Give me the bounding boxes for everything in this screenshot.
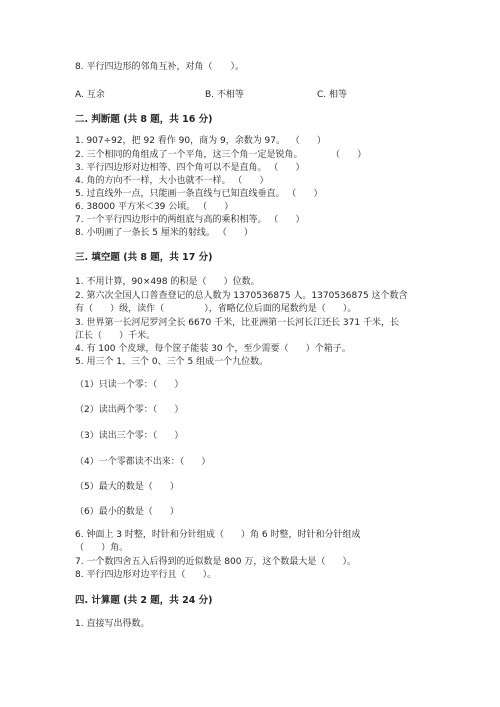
sub-question-5: （5）最大的数是（ ） xyxy=(75,482,179,492)
fill-line: 4. 有 100 个皮球，每个筐子能装 30 个，至少需要（ ）个箱子。 xyxy=(75,344,351,354)
section-4-title: 四. 计算题 (共 2 题，共 24 分) xyxy=(75,595,213,606)
judge-item-8: 8. 小明画了一条长 5 厘米的射线。 （ ） xyxy=(75,228,253,238)
fill-line: 6. 钟面上 3 时整，时针和分针组成（ ）角 6 时整，时针和分针组成 xyxy=(75,530,361,540)
sub-question-6: （6）最小的数是（ ） xyxy=(75,507,179,517)
judge-item-1: 1. 907÷92，把 92 看作 90，商为 9，余数为 97。 （ ） xyxy=(75,136,326,146)
judge-item-7: 7. 一个平行四边形中的两组底与高的乘积相等。 （ ） xyxy=(75,215,305,225)
sub-question-3: （3）读出三个零：（ ） xyxy=(75,431,184,441)
fill-line: （ ）角。 xyxy=(75,543,129,553)
section-2-title: 二. 判断题 (共 8 题，共 16 分) xyxy=(75,114,213,125)
question-8-multiple-choice: 8. 平行四边形的邻角互补，对角（ ）。 xyxy=(75,62,244,72)
calc-item-1: 1. 直接写出得数。 xyxy=(75,619,150,629)
fill-line: 有（ ）级，读作（ ），省略亿位后面的尾数约是（ ）。 xyxy=(75,304,357,314)
judge-item-3: 3. 平行四边形对边相等、四个角可以不是直角。 （ ） xyxy=(75,163,305,173)
option-a: A. 互余 xyxy=(75,90,105,100)
fill-line: 3. 世界第一长河尼罗河全长 6670 千米，比亚洲第一长河长江还长 371 千米，长 xyxy=(75,318,399,328)
option-c: C. 相等 xyxy=(317,90,348,100)
judge-item-6: 6. 38000 平方米＜39 公顷。 （ ） xyxy=(75,202,234,212)
fill-line: 1. 不用计算，90×498 的积是（ ）位数。 xyxy=(75,277,260,287)
fill-line: 8. 平行四边形对边平行且（ ）。 xyxy=(75,570,217,580)
sub-question-2: （2）读出两个零：（ ） xyxy=(75,405,184,415)
judge-item-4: 4. 角的方向不一样，大小也就不一样。 （ ） xyxy=(75,176,269,186)
judge-item-5: 5. 过直线外一点，只能画一条直线与已知直线垂直。 （ ） xyxy=(75,189,323,199)
option-b: B. 不相等 xyxy=(205,90,244,100)
fill-line: 2. 第六次全国人口普查登记的总人数为 1370536875 人。1370536875 这个数含 xyxy=(75,291,408,301)
sub-question-1: （1）只读一个零：（ ） xyxy=(75,380,184,390)
fill-line: 5. 用三个 1、三个 0、三个 5 组成一个九位数。 xyxy=(75,357,269,367)
fill-line: 江长（ ）千米。 xyxy=(75,331,156,341)
sub-question-4: （4）一个零都读不出来：（ ） xyxy=(75,457,211,467)
judge-item-2: 2. 三个相同的角组成了一个平角，这三个角一定是锐角。 （ ） xyxy=(75,150,367,160)
fill-line: 7. 一个数四舍五入后得到的近似数是 800 万，这个数最大是（ ）。 xyxy=(75,557,357,567)
section-3-title: 三. 填空题 (共 8 题，共 17 分) xyxy=(75,252,213,263)
